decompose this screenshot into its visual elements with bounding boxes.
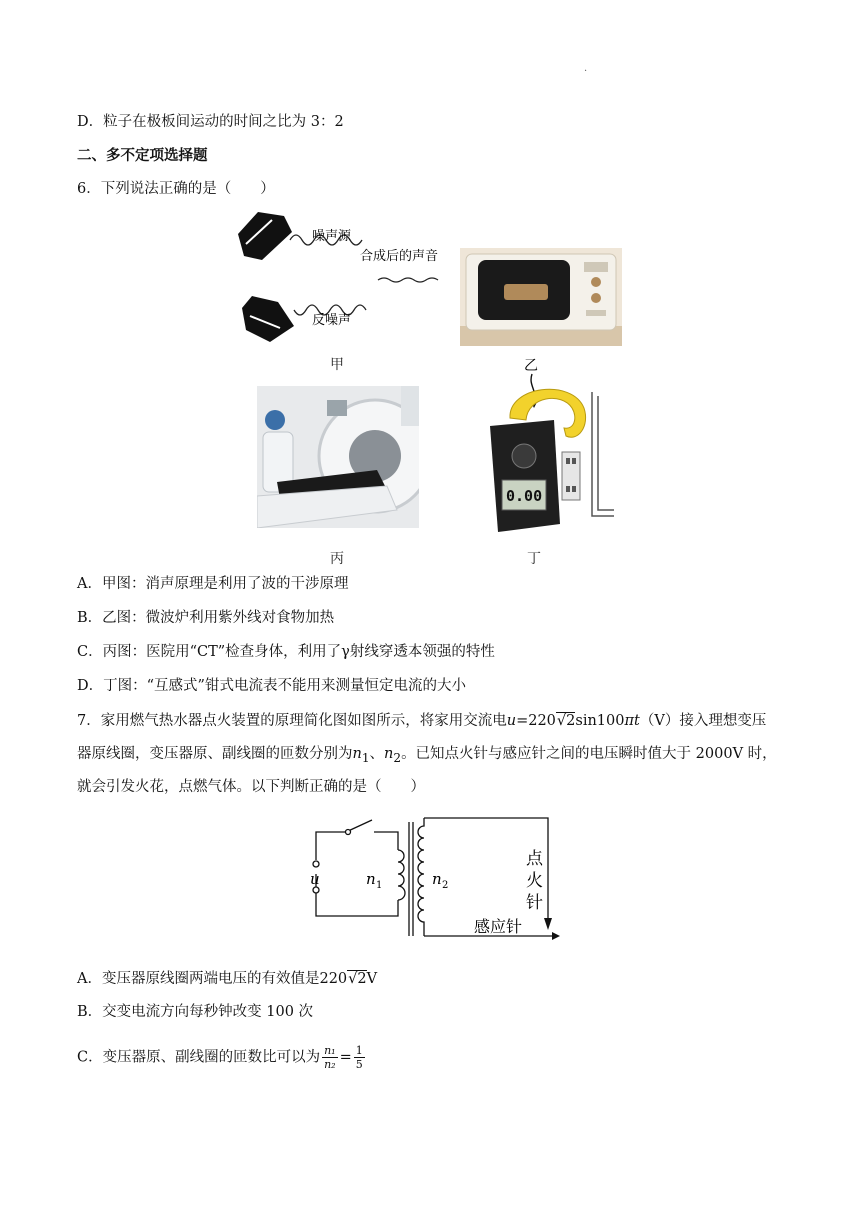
monitor-icon [327,400,347,416]
header-dot: · [584,66,588,77]
n1-symbol: n [352,746,362,762]
meter-dial-icon [512,444,536,468]
frac-n1-n2: $\frac{\text{n₁}}{\text{n₂}}$ [324,1044,336,1071]
ignition-char-3: 针 [526,893,543,913]
q7-option-a [77,969,377,989]
formula-sqrt: √2 [556,713,576,729]
q7-line-1a: 7．家用燃气热水器点火装置的原理简化图如图所示，将家用交流电 [77,713,507,729]
needle-tip-icon [544,918,552,930]
figure-jia-noise-cancel [232,204,457,354]
q7-option-c [77,1044,367,1071]
q5-option-d: D．粒子在极板间运动的时间之比为 3：2 [77,114,344,130]
figure-ding-clamp-meter [468,356,618,538]
input-terminal-top [313,861,319,867]
circuit-n1-sub: 1 [376,880,383,891]
figure-bing-ct-scan [257,386,419,528]
q6-stem: 6．下列说法正确的是（ ） [77,181,275,197]
q7-line-2a: 器原线圈，变压器原、副线圈的匝数分别为 [77,746,353,762]
caption-jia: 甲 [330,357,344,373]
formula-pi: π [624,713,635,729]
formula-t: t [634,713,640,729]
q7-option-a-val: 220 [319,971,348,987]
q6-option-c: C．丙图：医院用“CT”检查身体，利用了γ射线穿透本领强的特性 [77,644,495,660]
frac-eq: = [339,1049,352,1066]
q7-line-2b: 。已知点火针与感应针之间的电压瞬时值大于 2000V 时， [401,746,777,762]
combined-wave [378,278,438,282]
meter-body [490,420,560,532]
ignition-char-1: 点 [526,849,543,869]
caption-bing: 丙 [330,551,344,567]
q7-line-3: 就会引发火花，点燃气体。以下判断正确的是（ ） [77,779,425,795]
n2-symbol: n [384,746,394,762]
q7-option-c-text: C．变压器原、副线圈的匝数比可以为 [77,1049,321,1066]
speaker-bottom-icon [242,296,294,342]
q7-line-1b: （V）接入理想变压 [639,713,767,729]
n-separator: 、 [369,746,385,762]
figure-yi-microwave [460,248,622,346]
primary-wire-top [316,832,346,860]
frac-1-5: $\frac{1}{5}$ [355,1044,363,1071]
socket-icon [562,452,580,500]
speaker-top-icon [238,212,292,260]
q7-line-2 [77,744,777,768]
q6-option-b: B．乙图：微波炉利用紫外线对食物加热 [77,610,335,626]
formula-eq: =220 [516,713,556,729]
secondary-coil [418,818,424,936]
circuit-n1-label: n [366,870,376,888]
q7-line-1 [77,711,766,731]
q7-option-a-sqrt: √2 [348,971,367,987]
doctor-head [265,410,285,430]
q6-option-a: A．甲图：消声原理是利用了波的干涉原理 [77,576,349,592]
q6-option-d: D．丁图：“互感式”钳式电流表不能用来测量恒定电流的大小 [77,678,466,694]
formula-u: u [506,713,517,729]
formula-sin: sin100 [575,713,625,729]
label-noise-source: 噪声源 [312,229,352,244]
label-combined-sound: 合成后的声音 [360,249,439,264]
n1-sub: 1 [361,750,370,765]
meter-display-value: 0.00 [506,487,543,505]
circuit-n2-label: n [432,870,442,888]
q7-option-b: B．交变电流方向每秒钟改变 100 次 [77,1004,314,1020]
figure-ignition-circuit [306,812,562,942]
n2-sub: 2 [393,750,402,765]
ignition-char-2: 火 [526,871,543,891]
dial-2-icon [591,293,601,303]
q7-option-a-text: A．变压器原线圈两端电压的有效值是 [77,971,320,987]
induction-needle-label: 感应针 [474,917,523,936]
food-dish [504,284,548,300]
circuit-u-label: u [310,870,320,888]
q7-option-a-unit: V [366,971,378,987]
label-anti-noise: 反噪声 [312,313,352,328]
primary-coil [398,850,405,900]
dial-1-icon [591,277,601,287]
caption-yi: 乙 [524,358,538,374]
section-title: 二、多不定项选择题 [77,148,208,164]
circuit-n2-sub: 2 [442,880,449,891]
caption-ding: 丁 [527,551,541,567]
